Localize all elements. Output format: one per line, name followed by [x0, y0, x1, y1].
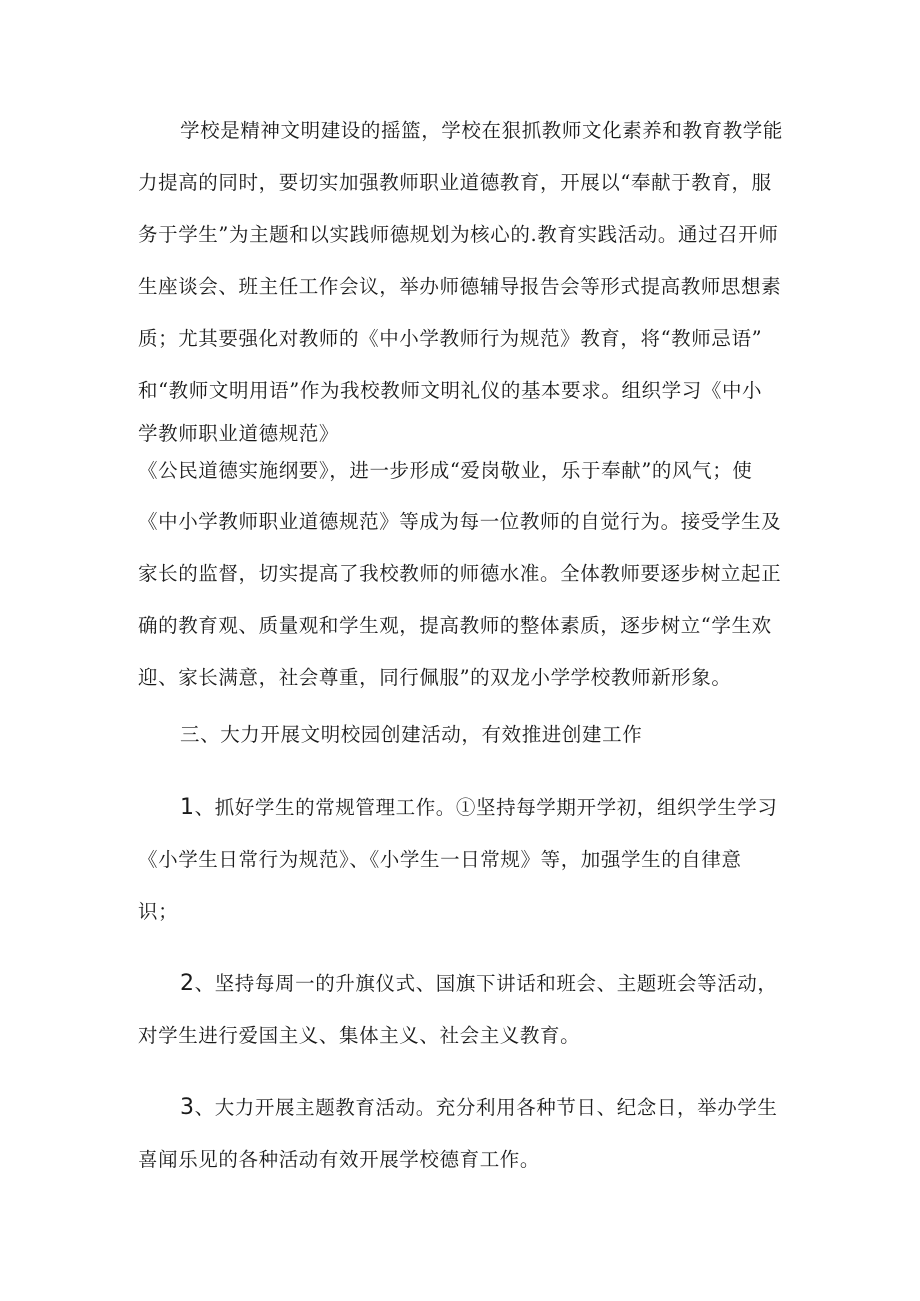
paragraph-line: 和“教师文明用语”作为我校教师文明礼仪的基本要求。组织学习《中小: [138, 379, 763, 402]
paragraph-line: 力提高的同时，要切实加强教师职业道德教育，开展以“奉献于教育，服: [138, 171, 772, 194]
paragraph-line: 家长的监督，切实提高了我校教师的师德水准。全体教师要逐步树立起正: [138, 562, 782, 585]
paragraph-line: 学教师职业道德规范》: [138, 422, 340, 445]
list-item-text: 、抓好学生的常规管理工作。①坚持每学期开学初，组织学生学习: [194, 796, 778, 819]
paragraph-line: 确的教育观、质量观和学生观，提高教师的整体素质，逐步树立“学生欢: [138, 614, 772, 637]
list-item-first-line: [180, 1095, 790, 1121]
list-item-number: 2: [180, 971, 195, 996]
list-item-text: 、坚持每周一的升旗仪式、国旗下讲话和班会、主题班会等活动，: [194, 972, 778, 995]
list-item-first-line: [180, 971, 790, 997]
paragraph-line: 迎、家长满意，社会尊重，同行佩服”的双龙小学学校教师新形象。: [138, 666, 732, 689]
list-item-line: 对学生进行爱国主义、集体主义、社会主义教育。: [138, 1024, 581, 1047]
paragraph-line: 质；尤其要强化对教师的《中小学教师行为规范》教育，将“教师忌语”: [138, 327, 763, 350]
paragraph-line: 务于学生”为主题和以实践师德规划为核心的.教育实践活动。通过召开师: [138, 223, 779, 246]
list-item-line: 《小学生日常行为规范》、《小学生一日常规》等，加强学生的自律意: [138, 848, 742, 871]
paragraph-line: 学校是精神文明建设的摇篮，学校在狠抓教师文化素养和教育教学能: [180, 119, 784, 142]
paragraph-line: 《公民道德实施纲要》，进一步形成“爱岗敬业，乐于奉献”的风气；使: [138, 459, 753, 482]
list-item-line: 识；: [138, 900, 179, 923]
paragraph-line: 《中小学教师职业道德规范》等成为每一位教师的自觉行为。接受学生及: [138, 510, 782, 533]
paragraph-line: 生座谈会、班主任工作会议，举办师德辅导报告会等形式提高教师思想素: [138, 275, 782, 298]
section-heading: 三、大力开展文明校园创建活动，有效推进创建工作: [180, 723, 643, 746]
list-item-text: 、大力开展主题教育活动。充分利用各种节日、纪念日，举办学生: [194, 1096, 778, 1119]
list-item-line: 喜闻乐见的各种活动有效开展学校德育工作。: [138, 1148, 541, 1171]
list-item-first-line: [180, 795, 790, 821]
list-item-number: 3: [180, 1095, 195, 1120]
list-item-number: 1: [180, 795, 195, 820]
